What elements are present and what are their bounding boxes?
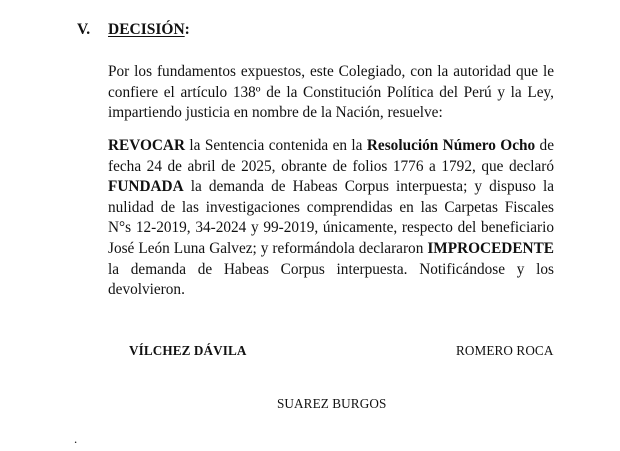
decision-text-3: la demanda de Habeas Corpus interpuesta; y dispuso la nulidad de las investigaciones comprendidas en las Carpetas Fiscales N°s 12-2019, 34-2024 y 99-2019, únicamente, respecto del beneficiario José León Luna Galvez; y reformándola declararon (108, 178, 554, 257)
section-heading (77, 20, 190, 40)
improcedente-keyword: IMPROCEDENTE (427, 239, 554, 257)
decision-text-2: de fecha 24 de abril de 2025, obrante de folios 1776 a 1792, que declaró (108, 137, 554, 175)
section-title: DECISIÓN (108, 21, 185, 38)
decision-paragraph (108, 136, 554, 301)
signature-vilchez-davila: VÍLCHEZ DÁVILA (129, 343, 247, 358)
section-title-colon: : (184, 21, 190, 38)
intro-paragraph: Por los fundamentos expuestos, este Colegiado, con la autoridad que le confiere el artículo 138º de la Constitución Política del Perú y la Ley, impartiendo justicia en nombre de la Nación, resuelve: (108, 63, 554, 122)
decision-text-1: la Sentencia contenida en la (185, 137, 367, 154)
signature-romero-roca: ROMERO ROCA (456, 343, 554, 358)
decision-text-4: la demanda de Habeas Corpus interpuesta. Notificándose y los devolvieron. (108, 260, 554, 299)
fundada-keyword: FUNDADA (108, 178, 184, 196)
section-number: V. (77, 21, 91, 38)
revocar-keyword: REVOCAR (108, 137, 186, 154)
footer-mark: . (74, 431, 78, 446)
resolution-reference: Resolución Número Ocho (366, 137, 536, 154)
signature-suarez-burgos: SUAREZ BURGOS (277, 396, 387, 411)
